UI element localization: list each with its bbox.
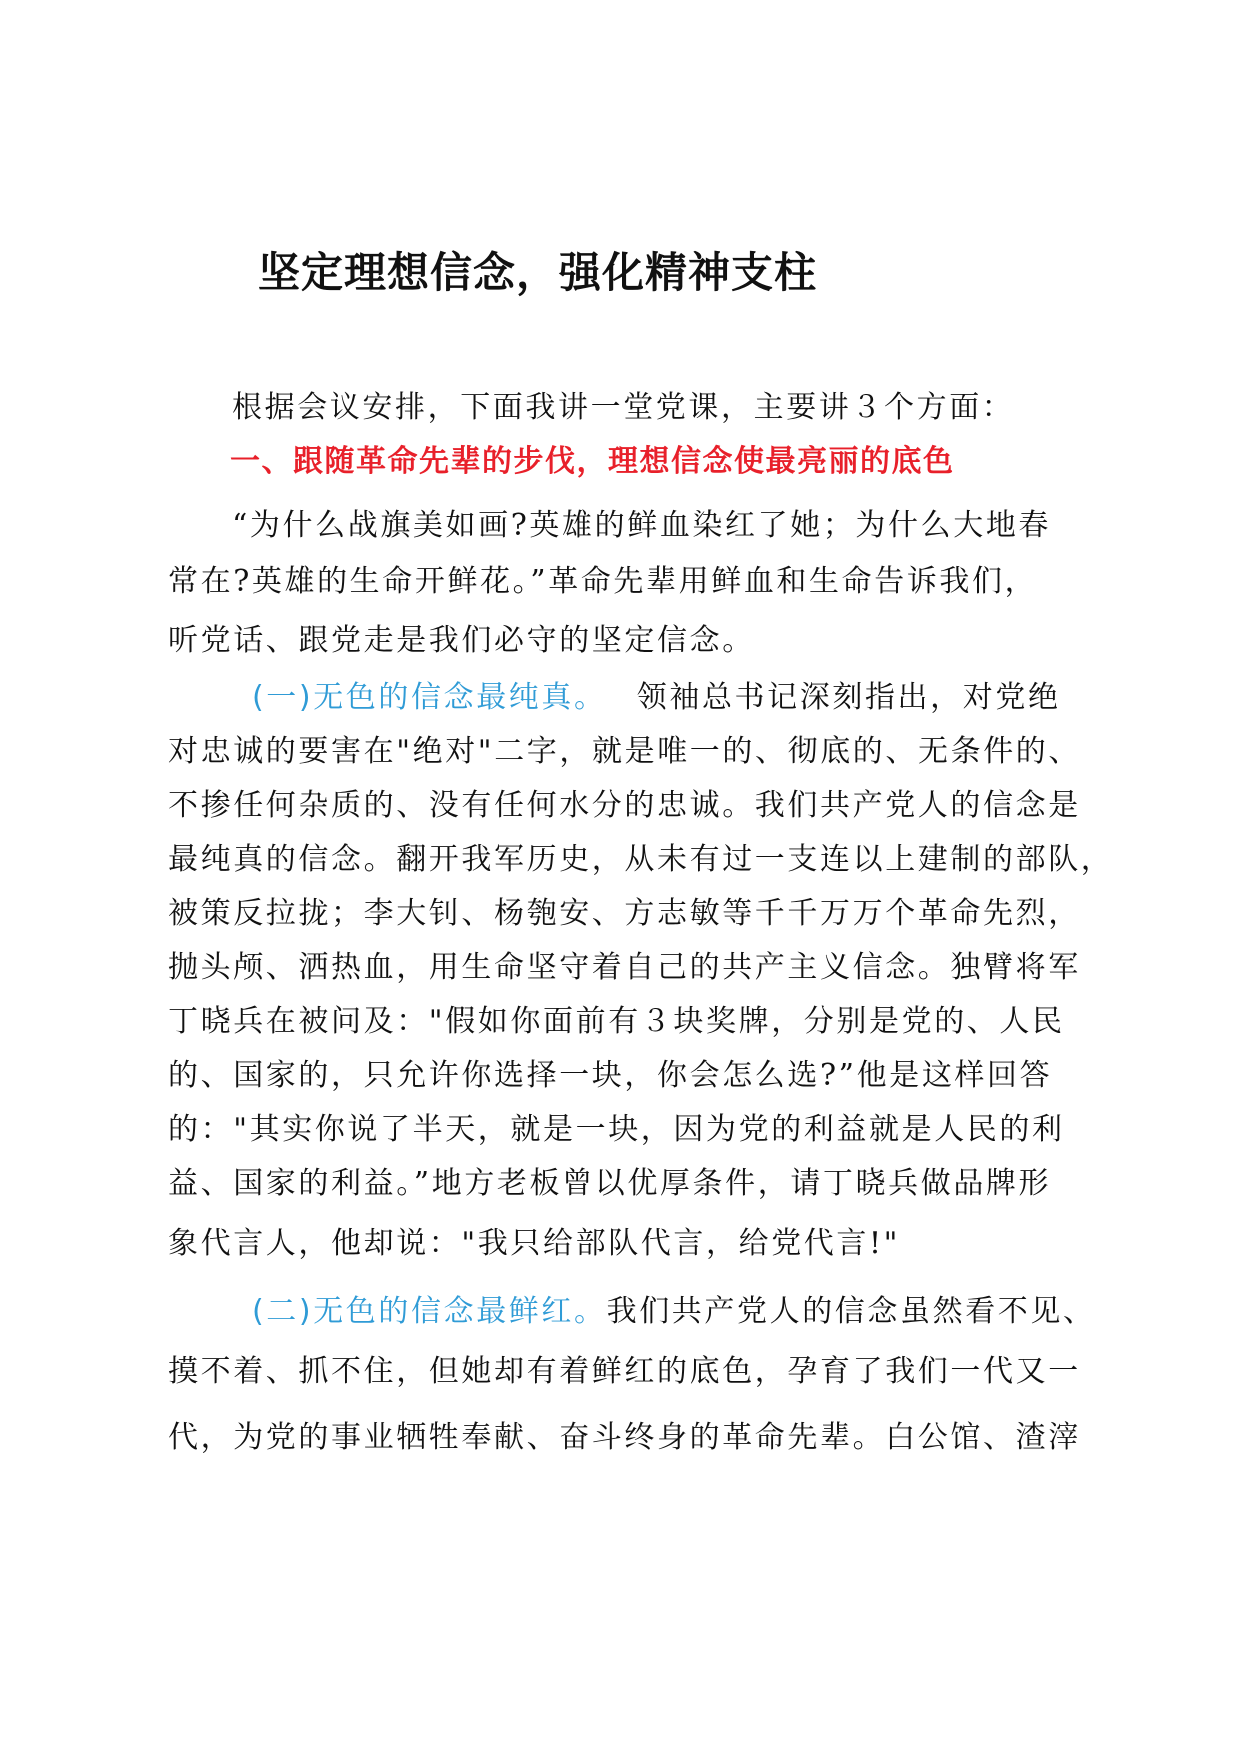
paragraph-line: 不掺任何杂质的、没有任何水分的忠诚。我们共产党人的信念是	[168, 788, 1081, 823]
paragraph-line: “为什么战旗美如画?英雄的鲜血染红了她；为什么大地春	[232, 508, 1052, 543]
subsection-1-first-line	[252, 672, 1061, 716]
paragraph-line: 代，为党的事业牺牲奉献、奋斗终身的革命先辈。白公馆、渣滓	[168, 1420, 1081, 1455]
paragraph-line: 象代言人，他却说："我只给部队代言，给党代言!"	[168, 1226, 901, 1261]
subheading-1: (一)无色的信念最纯真。	[252, 680, 607, 715]
subheading-2: (二)无色的信念最鲜红。	[252, 1294, 607, 1329]
paragraph-line: 丁晓兵在被问及："假如你面前有３块奖牌，分别是党的、人民	[168, 1004, 1065, 1039]
document-title: 坚定理想信念，强化精神支柱	[258, 248, 818, 297]
section-heading-1: 一、跟随革命先辈的步伐，理想信念使最亮丽的底色	[230, 444, 955, 479]
paragraph-line: 听党话、跟党走是我们必守的坚定信念。	[168, 623, 755, 658]
paragraph-line: 抛头颅、洒热血，用生命坚守着自己的共产主义信念。独臂将军	[168, 950, 1081, 985]
paragraph-line: 被策反拉拢；李大钊、杨匏安、方志敏等千千万万个革命先烈，	[168, 896, 1081, 931]
paragraph-line: 对忠诚的要害在"绝对"二字，就是唯一的、彻底的、无条件的、	[168, 734, 1081, 769]
paragraph-line: 常在?英雄的生命开鲜花。”革命先辈用鲜血和生命告诉我们，	[168, 564, 1038, 599]
paragraph-line: 的、国家的，只允许你选择一块，你会怎么选?”他是这样回答	[168, 1058, 1053, 1093]
paragraph-line: 最纯真的信念。翻开我军历史，从未有过一支连以上建制的部队，	[168, 842, 1114, 877]
paragraph-line: 摸不着、抓不住，但她却有着鲜红的底色，孕育了我们一代又一	[168, 1354, 1081, 1389]
paragraph-line: 的："其实你说了半天，就是一块，因为党的利益就是人民的利	[168, 1112, 1065, 1147]
subsection-1-text: 领袖总书记深刻指出，对党绝	[636, 680, 1061, 715]
paragraph-line: 益、国家的利益。”地方老板曾以优厚条件，请丁晓兵做品牌形	[168, 1166, 1052, 1201]
subsection-2-text: 我们共产党人的信念虽然看不见、	[606, 1294, 1096, 1329]
subsection-2-first-line	[252, 1286, 1096, 1330]
intro-paragraph: 根据会议安排，下面我讲一堂党课，主要讲３个方面：	[232, 390, 1015, 425]
